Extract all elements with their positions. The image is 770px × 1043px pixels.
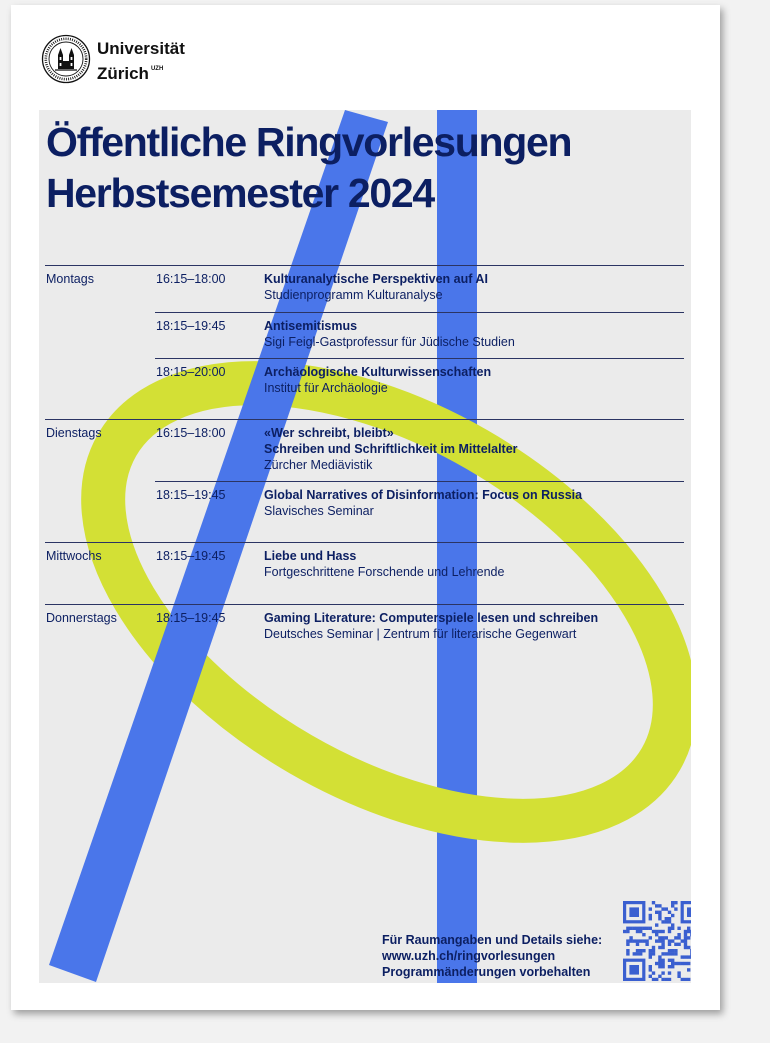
event-row — [155, 312, 684, 358]
event-body — [264, 543, 684, 580]
event-title: Gaming Literature: Computerspiele lesen und schreiben — [264, 611, 599, 625]
event-time: 18:15–19:45 — [156, 319, 226, 333]
footer-details-note: Für Raumangaben und Details siehe: — [382, 933, 603, 947]
event-organizer: Deutsches Seminar | Zentrum für literarische Gegenwart — [264, 627, 577, 641]
event-row — [155, 358, 684, 419]
event-body — [264, 482, 684, 519]
poster-panel — [39, 110, 691, 983]
day-group-montags — [45, 265, 684, 419]
day-group-dienstags — [45, 419, 684, 542]
university-name — [97, 39, 185, 84]
title-line1: Öffentliche Ringvorlesungen — [46, 119, 572, 165]
lecture-schedule — [45, 265, 684, 655]
event-time: 18:15–20:00 — [156, 365, 226, 379]
event-time: 16:15–18:00 — [156, 426, 226, 440]
event-time: 18:15–19:45 — [156, 549, 226, 563]
poster-sheet — [11, 5, 720, 1010]
event-row — [155, 605, 684, 655]
event-title: Liebe und Hass — [264, 549, 357, 563]
day-label: Donnerstags — [46, 611, 117, 625]
event-title: Kulturanalytische Perspektiven auf AI — [264, 272, 488, 286]
event-title-line2: Schreiben und Schriftlichkeit im Mittelalter — [264, 442, 518, 456]
event-title: Global Narratives of Disinformation: Focus on Russia — [264, 488, 583, 502]
footer-changes-note: Programmänderungen vorbehalten — [382, 965, 591, 979]
event-row — [155, 543, 684, 603]
event-title: Archäologische Kulturwissenschaften — [264, 365, 492, 379]
footer-info — [382, 932, 602, 980]
event-organizer: Studienprogramm Kulturanalyse — [264, 288, 443, 302]
event-time: 18:15–19:45 — [156, 611, 226, 625]
event-title: Antisemitismus — [264, 319, 358, 333]
event-organizer: Sigi Feigl-Gastprofessur für Jüdische Studien — [264, 335, 515, 349]
event-organizer: Institut für Archäologie — [264, 381, 388, 395]
event-row — [155, 481, 684, 542]
event-body — [264, 605, 684, 642]
event-organizer: Zürcher Mediävistik — [264, 458, 373, 472]
day-label: Mittwochs — [46, 549, 102, 563]
event-body — [264, 313, 684, 350]
day-label: Montags — [46, 272, 94, 286]
footer-url-link[interactable]: www.uzh.ch/ringvorlesungen — [382, 949, 556, 963]
event-organizer: Slavisches Seminar — [264, 504, 374, 518]
event-time: 16:15–18:00 — [156, 272, 226, 286]
university-abbr: UZH — [150, 66, 164, 72]
event-row — [155, 420, 684, 481]
event-row — [155, 266, 684, 312]
event-body — [264, 420, 684, 473]
title-line2: Herbstsemester 2024 — [46, 170, 434, 216]
day-label: Dienstags — [46, 426, 102, 440]
page-title — [46, 117, 571, 219]
day-group-mittwochs — [45, 542, 684, 604]
event-organizer: Fortgeschrittene Forschende und Lehrende — [264, 565, 505, 579]
university-seal-icon — [41, 34, 91, 84]
day-group-donnerstags — [45, 604, 684, 655]
university-name-line2: Zürich $^{UZH}$ — [97, 64, 164, 83]
qr-code-icon[interactable] — [623, 901, 691, 981]
event-title: «Wer schreibt, bleibt» — [264, 426, 394, 440]
university-name-line1: Universität — [97, 39, 185, 58]
event-body — [264, 359, 684, 396]
event-time: 18:15–19:45 — [156, 488, 226, 502]
event-body — [264, 266, 684, 303]
